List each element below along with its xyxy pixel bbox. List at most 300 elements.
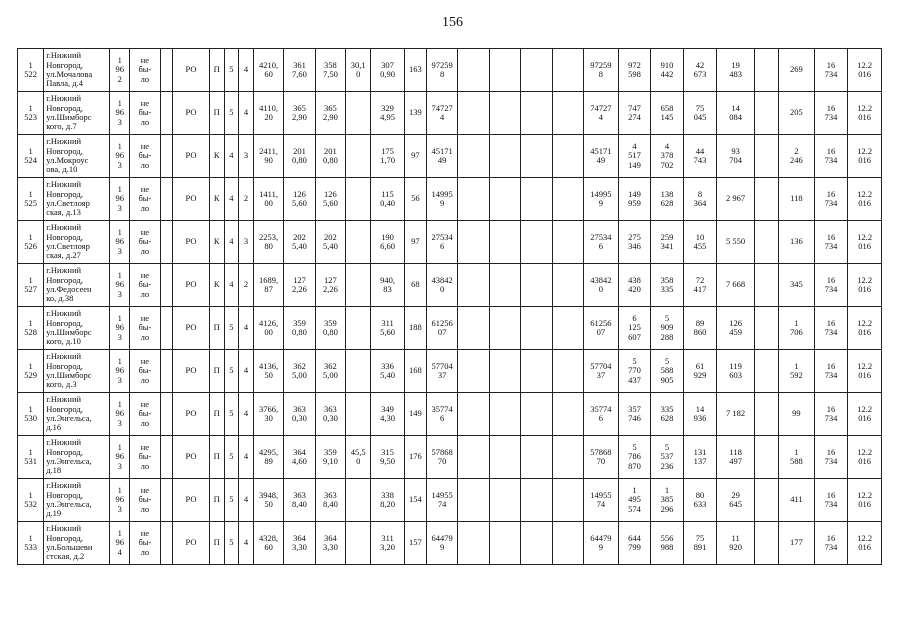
- blank-cell: [552, 135, 583, 178]
- row-number: 1 527: [18, 264, 44, 307]
- value-5-cell: [754, 479, 778, 522]
- blank-cell: [489, 49, 520, 92]
- area-c-cell: [346, 350, 371, 393]
- blank-cell: [489, 522, 520, 565]
- note-cell: не бы- ло: [130, 436, 160, 479]
- value-3-cell: 42 673: [683, 49, 717, 92]
- note-cell: не бы- ло: [130, 178, 160, 221]
- material-cell: К: [209, 264, 224, 307]
- floors-cell: 5: [224, 49, 239, 92]
- area-d-cell: 349 4,30: [371, 393, 405, 436]
- area-a-cell: 364 3,30: [284, 522, 315, 565]
- total-area-cell: 3948, 50: [253, 479, 283, 522]
- residents-cell: 157: [404, 522, 426, 565]
- blank-cell: [552, 479, 583, 522]
- table-row: [18, 135, 882, 178]
- year-cell: 1 96 3: [110, 436, 130, 479]
- area-b-cell: 359 0,80: [315, 307, 345, 350]
- sum-total-cell: 97259 8: [426, 49, 457, 92]
- date-cell: 12.2 016: [848, 178, 882, 221]
- value-7-cell: 16 734: [814, 92, 848, 135]
- area-b-cell: 362 5,00: [315, 350, 345, 393]
- blank-cell: [489, 479, 520, 522]
- year-cell: 1 96 3: [110, 479, 130, 522]
- year-cell: 1 96 4: [110, 522, 130, 565]
- area-b-cell: 359 9,10: [315, 436, 345, 479]
- blank-cell: [521, 479, 552, 522]
- empty-cell: [160, 92, 173, 135]
- blank-cell: [552, 350, 583, 393]
- value-1-cell: 5 786 870: [618, 436, 651, 479]
- table-row: [18, 307, 882, 350]
- value-2-cell: 5 588 905: [651, 350, 684, 393]
- blank-cell: [552, 307, 583, 350]
- empty-cell: [160, 479, 173, 522]
- empty-cell: [160, 264, 173, 307]
- sum-total-cell: 27534 6: [426, 221, 457, 264]
- address-cell: г.Нижний Новгород, ул.Федосеен ко, д.38: [44, 264, 110, 307]
- value-3-cell: 80 633: [683, 479, 717, 522]
- floors-cell: 5: [224, 479, 239, 522]
- table-row: [18, 393, 882, 436]
- total-area-cell: 4295, 89: [253, 436, 283, 479]
- area-a-cell: 127 2,26: [284, 264, 315, 307]
- empty-cell: [160, 522, 173, 565]
- area-d-cell: 311 5,60: [371, 307, 405, 350]
- blank-cell: [458, 221, 489, 264]
- row-number: 1 533: [18, 522, 44, 565]
- value-1-cell: 149 959: [618, 178, 651, 221]
- value-5-cell: [754, 221, 778, 264]
- sum-other-cell: 14955 74: [584, 479, 619, 522]
- table-row: [18, 264, 882, 307]
- floors-cell: 5: [224, 436, 239, 479]
- value-3-cell: 61 929: [683, 350, 717, 393]
- area-a-cell: 201 0,80: [284, 135, 315, 178]
- material-cell: П: [209, 436, 224, 479]
- value-1-cell: 644 799: [618, 522, 651, 565]
- blank-cell: [489, 307, 520, 350]
- address-cell: г.Нижний Новгород, ул.Шимборс кого, д.10: [44, 307, 110, 350]
- value-4-cell: 14 084: [717, 92, 755, 135]
- ro-cell: РО: [173, 350, 210, 393]
- floors-cell: 5: [224, 393, 239, 436]
- total-area-cell: 2411, 90: [253, 135, 283, 178]
- table-row: [18, 522, 882, 565]
- sum-other-cell: 74727 4: [584, 92, 619, 135]
- value-6-cell: 99: [779, 393, 815, 436]
- value-6-cell: 205: [779, 92, 815, 135]
- sum-total-cell: 57704 37: [426, 350, 457, 393]
- note-cell: не бы- ло: [130, 393, 160, 436]
- sum-total-cell: 14995 9: [426, 178, 457, 221]
- material-cell: К: [209, 178, 224, 221]
- row-number: 1 528: [18, 307, 44, 350]
- area-b-cell: 126 5,60: [315, 178, 345, 221]
- material-cell: П: [209, 393, 224, 436]
- value-7-cell: 16 734: [814, 522, 848, 565]
- residents-cell: 168: [404, 350, 426, 393]
- floors-cell: 5: [224, 92, 239, 135]
- value-7-cell: 16 734: [814, 479, 848, 522]
- row-number: 1 532: [18, 479, 44, 522]
- row-number: 1 526: [18, 221, 44, 264]
- value-6-cell: 177: [779, 522, 815, 565]
- value-6-cell: 118: [779, 178, 815, 221]
- value-1-cell: 972 598: [618, 49, 651, 92]
- ro-cell: РО: [173, 49, 210, 92]
- value-1-cell: 4 517 149: [618, 135, 651, 178]
- floors-cell: 4: [224, 221, 239, 264]
- blank-cell: [489, 92, 520, 135]
- floors-cell: 4: [224, 178, 239, 221]
- value-3-cell: 72 417: [683, 264, 717, 307]
- floors-cell: 4: [224, 264, 239, 307]
- total-area-cell: 4136, 50: [253, 350, 283, 393]
- value-1-cell: 5 770 437: [618, 350, 651, 393]
- value-2-cell: 910 442: [651, 49, 684, 92]
- address-cell: г.Нижний Новгород, ул.Шимборс кого, д.7: [44, 92, 110, 135]
- empty-cell: [160, 178, 173, 221]
- sum-other-cell: 61256 07: [584, 307, 619, 350]
- value-2-cell: 4 378 702: [651, 135, 684, 178]
- entrances-cell: 4: [239, 393, 254, 436]
- table-row: [18, 350, 882, 393]
- blank-cell: [458, 264, 489, 307]
- table-row: [18, 479, 882, 522]
- area-a-cell: 359 0,80: [284, 307, 315, 350]
- year-cell: 1 96 3: [110, 178, 130, 221]
- area-b-cell: 365 2,90: [315, 92, 345, 135]
- area-a-cell: 363 8,40: [284, 479, 315, 522]
- entrances-cell: 2: [239, 178, 254, 221]
- table-row: [18, 49, 882, 92]
- area-b-cell: 364 3,30: [315, 522, 345, 565]
- address-cell: г.Нижний Новгород, ул.Мокроус ова, д.10: [44, 135, 110, 178]
- blank-cell: [458, 436, 489, 479]
- area-d-cell: 315 9,50: [371, 436, 405, 479]
- area-a-cell: 361 7,60: [284, 49, 315, 92]
- residents-cell: 154: [404, 479, 426, 522]
- residents-cell: 139: [404, 92, 426, 135]
- area-c-cell: [346, 264, 371, 307]
- blank-cell: [458, 178, 489, 221]
- value-4-cell: 118 497: [717, 436, 755, 479]
- residents-cell: 163: [404, 49, 426, 92]
- sum-total-cell: 14955 74: [426, 479, 457, 522]
- entrances-cell: 4: [239, 307, 254, 350]
- value-3-cell: 131 137: [683, 436, 717, 479]
- blank-cell: [458, 393, 489, 436]
- total-area-cell: 4210, 60: [253, 49, 283, 92]
- blank-cell: [458, 49, 489, 92]
- entrances-cell: 4: [239, 479, 254, 522]
- blank-cell: [489, 178, 520, 221]
- blank-cell: [521, 264, 552, 307]
- total-area-cell: 4328, 60: [253, 522, 283, 565]
- residents-cell: 188: [404, 307, 426, 350]
- blank-cell: [521, 92, 552, 135]
- residents-cell: 56: [404, 178, 426, 221]
- material-cell: П: [209, 307, 224, 350]
- value-7-cell: 16 734: [814, 393, 848, 436]
- year-cell: 1 96 3: [110, 264, 130, 307]
- note-cell: не бы- ло: [130, 307, 160, 350]
- floors-cell: 5: [224, 522, 239, 565]
- address-cell: г.Нижний Новгород, ул.Шимборс кого, д.3: [44, 350, 110, 393]
- total-area-cell: 3766, 30: [253, 393, 283, 436]
- row-number: 1 529: [18, 350, 44, 393]
- address-cell: г.Нижний Новгород, ул.Светлояр ская, д.27: [44, 221, 110, 264]
- value-4-cell: 126 459: [717, 307, 755, 350]
- value-4-cell: 2 967: [717, 178, 755, 221]
- blank-cell: [521, 221, 552, 264]
- value-5-cell: [754, 436, 778, 479]
- area-c-cell: 30,1 0: [346, 49, 371, 92]
- area-d-cell: 338 8,20: [371, 479, 405, 522]
- ro-cell: РО: [173, 522, 210, 565]
- row-number: 1 523: [18, 92, 44, 135]
- sum-total-cell: 35774 6: [426, 393, 457, 436]
- sum-other-cell: 57868 70: [584, 436, 619, 479]
- date-cell: 12.2 016: [848, 522, 882, 565]
- material-cell: П: [209, 479, 224, 522]
- date-cell: 12.2 016: [848, 393, 882, 436]
- empty-cell: [160, 135, 173, 178]
- value-2-cell: 1 385 296: [651, 479, 684, 522]
- value-5-cell: [754, 135, 778, 178]
- entrances-cell: 4: [239, 436, 254, 479]
- value-2-cell: 138 628: [651, 178, 684, 221]
- blank-cell: [521, 135, 552, 178]
- area-a-cell: 126 5,60: [284, 178, 315, 221]
- blank-cell: [552, 49, 583, 92]
- ro-cell: РО: [173, 178, 210, 221]
- note-cell: не бы- ло: [130, 264, 160, 307]
- value-4-cell: 7 668: [717, 264, 755, 307]
- area-d-cell: 940, 83: [371, 264, 405, 307]
- note-cell: не бы- ло: [130, 92, 160, 135]
- total-area-cell: 4110, 20: [253, 92, 283, 135]
- date-cell: 12.2 016: [848, 264, 882, 307]
- empty-cell: [160, 350, 173, 393]
- value-2-cell: 556 988: [651, 522, 684, 565]
- value-6-cell: 2 246: [779, 135, 815, 178]
- material-cell: П: [209, 350, 224, 393]
- row-number: 1 524: [18, 135, 44, 178]
- sum-total-cell: 61256 07: [426, 307, 457, 350]
- value-2-cell: 5 537 236: [651, 436, 684, 479]
- value-4-cell: 119 603: [717, 350, 755, 393]
- value-6-cell: 1 592: [779, 350, 815, 393]
- area-d-cell: 336 5,40: [371, 350, 405, 393]
- value-3-cell: 44 743: [683, 135, 717, 178]
- value-3-cell: 89 860: [683, 307, 717, 350]
- area-c-cell: [346, 178, 371, 221]
- area-c-cell: [346, 479, 371, 522]
- value-1-cell: 357 746: [618, 393, 651, 436]
- material-cell: П: [209, 92, 224, 135]
- value-1-cell: 6 125 607: [618, 307, 651, 350]
- page-number: 156: [442, 15, 463, 30]
- table-row: [18, 92, 882, 135]
- area-b-cell: 363 8,40: [315, 479, 345, 522]
- value-4-cell: 93 704: [717, 135, 755, 178]
- value-6-cell: 136: [779, 221, 815, 264]
- area-a-cell: 202 5,40: [284, 221, 315, 264]
- area-a-cell: 365 2,90: [284, 92, 315, 135]
- address-cell: г.Нижний Новгород, ул.Большеви стская, д.2: [44, 522, 110, 565]
- ro-cell: РО: [173, 92, 210, 135]
- area-a-cell: 362 5,00: [284, 350, 315, 393]
- value-5-cell: [754, 522, 778, 565]
- value-5-cell: [754, 350, 778, 393]
- value-5-cell: [754, 393, 778, 436]
- value-5-cell: [754, 178, 778, 221]
- residents-cell: 68: [404, 264, 426, 307]
- blank-cell: [458, 92, 489, 135]
- date-cell: 12.2 016: [848, 307, 882, 350]
- blank-cell: [458, 350, 489, 393]
- empty-cell: [160, 436, 173, 479]
- value-4-cell: 19 483: [717, 49, 755, 92]
- value-7-cell: 16 734: [814, 178, 848, 221]
- ro-cell: РО: [173, 436, 210, 479]
- blank-cell: [521, 393, 552, 436]
- year-cell: 1 96 3: [110, 92, 130, 135]
- value-3-cell: 10 455: [683, 221, 717, 264]
- blank-cell: [489, 221, 520, 264]
- blank-cell: [521, 178, 552, 221]
- area-a-cell: 363 0,30: [284, 393, 315, 436]
- value-5-cell: [754, 92, 778, 135]
- area-c-cell: [346, 92, 371, 135]
- area-b-cell: 201 0,80: [315, 135, 345, 178]
- area-a-cell: 364 4,60: [284, 436, 315, 479]
- entrances-cell: 2: [239, 264, 254, 307]
- address-cell: г.Нижний Новгород, ул.Энгельса, д.16: [44, 393, 110, 436]
- value-5-cell: [754, 307, 778, 350]
- blank-cell: [489, 436, 520, 479]
- year-cell: 1 96 3: [110, 350, 130, 393]
- value-2-cell: 259 341: [651, 221, 684, 264]
- sum-other-cell: 64479 9: [584, 522, 619, 565]
- ro-cell: РО: [173, 307, 210, 350]
- sum-total-cell: 57868 70: [426, 436, 457, 479]
- value-1-cell: 275 346: [618, 221, 651, 264]
- area-c-cell: [346, 522, 371, 565]
- blank-cell: [552, 178, 583, 221]
- area-d-cell: 175 1,70: [371, 135, 405, 178]
- total-area-cell: 1689, 87: [253, 264, 283, 307]
- value-1-cell: 1 495 574: [618, 479, 651, 522]
- year-cell: 1 96 3: [110, 221, 130, 264]
- date-cell: 12.2 016: [848, 49, 882, 92]
- entrances-cell: 4: [239, 350, 254, 393]
- note-cell: не бы- ло: [130, 49, 160, 92]
- date-cell: 12.2 016: [848, 436, 882, 479]
- value-4-cell: 5 550: [717, 221, 755, 264]
- entrances-cell: 4: [239, 92, 254, 135]
- value-4-cell: 7 182: [717, 393, 755, 436]
- note-cell: не бы- ло: [130, 135, 160, 178]
- ro-cell: РО: [173, 135, 210, 178]
- blank-cell: [458, 522, 489, 565]
- ro-cell: РО: [173, 221, 210, 264]
- total-area-cell: 1411, 00: [253, 178, 283, 221]
- row-number: 1 531: [18, 436, 44, 479]
- address-cell: г.Нижний Новгород, ул.Энгельса, д.18: [44, 436, 110, 479]
- empty-cell: [160, 307, 173, 350]
- year-cell: 1 96 3: [110, 307, 130, 350]
- table-row: [18, 221, 882, 264]
- value-5-cell: [754, 49, 778, 92]
- blank-cell: [552, 221, 583, 264]
- area-b-cell: 358 7,50: [315, 49, 345, 92]
- blank-cell: [489, 135, 520, 178]
- blank-cell: [521, 436, 552, 479]
- value-7-cell: 16 734: [814, 221, 848, 264]
- floors-cell: 5: [224, 307, 239, 350]
- date-cell: 12.2 016: [848, 92, 882, 135]
- blank-cell: [552, 264, 583, 307]
- area-c-cell: [346, 307, 371, 350]
- total-area-cell: 4126, 00: [253, 307, 283, 350]
- housing-table: [17, 48, 882, 565]
- value-2-cell: 358 335: [651, 264, 684, 307]
- sum-total-cell: 43842 0: [426, 264, 457, 307]
- value-7-cell: 16 734: [814, 135, 848, 178]
- blank-cell: [489, 393, 520, 436]
- note-cell: не бы- ло: [130, 522, 160, 565]
- material-cell: П: [209, 49, 224, 92]
- value-6-cell: 345: [779, 264, 815, 307]
- value-7-cell: 16 734: [814, 307, 848, 350]
- blank-cell: [458, 135, 489, 178]
- value-1-cell: 438 420: [618, 264, 651, 307]
- year-cell: 1 96 3: [110, 135, 130, 178]
- value-2-cell: 335 628: [651, 393, 684, 436]
- empty-cell: [160, 221, 173, 264]
- sum-other-cell: 14995 9: [584, 178, 619, 221]
- blank-cell: [489, 264, 520, 307]
- year-cell: 1 96 3: [110, 393, 130, 436]
- floors-cell: 4: [224, 135, 239, 178]
- area-c-cell: [346, 135, 371, 178]
- area-b-cell: 202 5,40: [315, 221, 345, 264]
- value-1-cell: 747 274: [618, 92, 651, 135]
- area-c-cell: [346, 393, 371, 436]
- sum-other-cell: 43842 0: [584, 264, 619, 307]
- date-cell: 12.2 016: [848, 135, 882, 178]
- material-cell: К: [209, 221, 224, 264]
- address-cell: г.Нижний Новгород, ул.Мочалова Павла, д.4: [44, 49, 110, 92]
- ro-cell: РО: [173, 393, 210, 436]
- year-cell: 1 96 2: [110, 49, 130, 92]
- value-4-cell: 29 645: [717, 479, 755, 522]
- floors-cell: 5: [224, 350, 239, 393]
- note-cell: не бы- ло: [130, 221, 160, 264]
- address-cell: г.Нижний Новгород, ул.Светлояр ская, д.13: [44, 178, 110, 221]
- sum-other-cell: 57704 37: [584, 350, 619, 393]
- value-3-cell: 75 891: [683, 522, 717, 565]
- area-c-cell: 45,5 0: [346, 436, 371, 479]
- sum-total-cell: 45171 49: [426, 135, 457, 178]
- value-7-cell: 16 734: [814, 264, 848, 307]
- entrances-cell: 3: [239, 221, 254, 264]
- sum-other-cell: 35774 6: [584, 393, 619, 436]
- sum-other-cell: 27534 6: [584, 221, 619, 264]
